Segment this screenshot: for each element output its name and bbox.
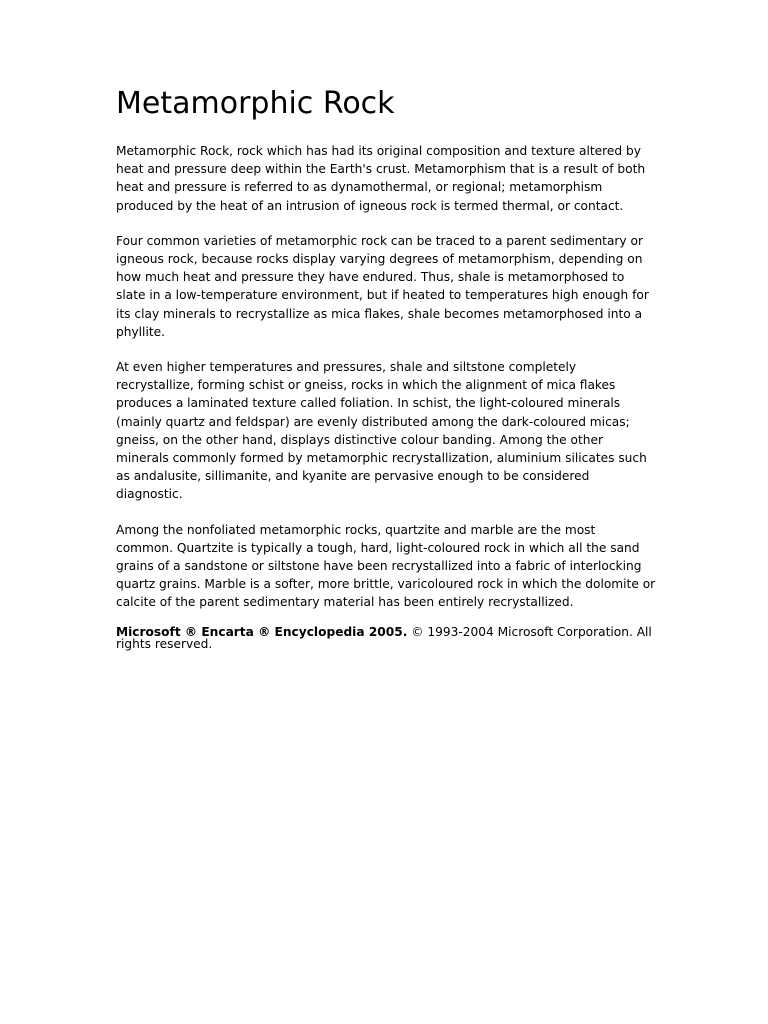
copyright-credit (116, 626, 656, 651)
paragraph-foliation: At even higher temperatures and pressures, shale and siltstone completely recrystallize, forming schist or gneiss, rocks in which the alignment of mica flakes produces a laminated texture called foliation. In schist, the light-coloured minerals (mainly quartz and feldspar) are evenly distributed among the dark-coloured micas; gneiss, on the other hand, displays distinctive colour banding. Among the other minerals commonly formed by metamorphic recrystallization, aluminium silicates such as andalusite, sillimanite, and kyanite are pervasive enough to be considered diagnostic. (116, 360, 647, 502)
credit-notice: © 1993-2004 Microsoft Corporation. All rights reserved. (116, 624, 652, 652)
paragraph-intro: Metamorphic Rock, rock which has had its original composition and texture altered by heat and pressure deep within the Earth's crust. Metamorphism that is a result of both heat and pressure is referred to as dynamothermal, or regional; metamorphism produced by the heat of an intrusion of igneous rock is termed thermal, or contact. (116, 144, 646, 213)
page-title: Metamorphic Rock (116, 86, 395, 121)
paragraph-varieties: Four common varieties of metamorphic rock can be traced to a parent sedimentary or igneous rock, because rocks display varying degrees of metamorphism, depending on how much heat and pressure they have endured. Thus, shale is metamorphosed to slate in a low-temperature environment, but if heated to temperatures high enough for its clay minerals to recrystallize as mica flakes, shale becomes metamorphosed into a phyllite. (116, 233, 649, 339)
document-page (116, 84, 656, 651)
credit-source: Microsoft ® Encarta ® Encyclopedia 2005. (116, 624, 408, 639)
paragraph-nonfoliated: Among the nonfoliated metamorphic rocks, quartzite and marble are the most common. Quartzite is typically a tough, hard, light-coloured rock in which all the sand grains of a sandstone or siltstone have been recrystallized into a fabric of interlocking quartz grains. Marble is a softer, more brittle, varicoloured rock in which the dolomite or calcite of the parent sedimentary material has been entirely recrystallized. (116, 522, 656, 610)
